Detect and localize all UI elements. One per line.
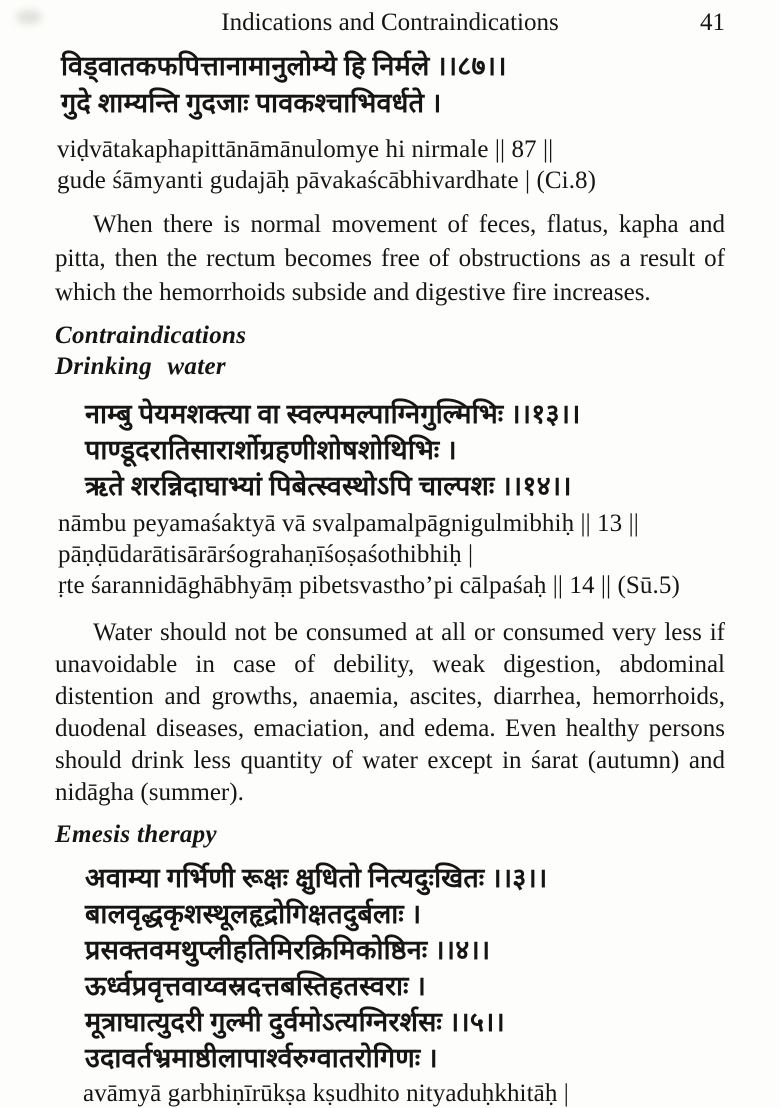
heading-emesis-therapy: Emesis therapy xyxy=(55,821,217,848)
transliteration-line: avāmyā garbhiṇīrūkṣa kṣudhito nityaduḥkhitāḥ | xyxy=(83,1080,569,1107)
transliteration-line: gude śāmyanti gudajāḥ pāvakaścābhivardhate | (Ci.8) xyxy=(57,167,597,194)
transliteration-block-drinking-water xyxy=(58,508,725,601)
transliteration-block-emesis xyxy=(83,1078,725,1108)
sanskrit-verse-line: नाम्बु पेयमशक्त्या वा स्वल्पमल्पाग्निगुल्मिभिः ।।१३।। xyxy=(85,399,581,429)
transliteration-line: pāṇḍūdarātisārārśograhaṇīśoṣaśothibhiḥ | xyxy=(58,541,474,568)
sanskrit-verse-line: उदावर्तभ्रमाष्ठीलापार्श्वरुग्वातरोगिणः । xyxy=(85,1043,438,1073)
page-number: 41 xyxy=(700,9,725,36)
translation-paragraph-drinking-water: Water should not be consumed at all or consumed very less if unavoidable in case of debility, weak digestion, abdominal distention and growths, anaemia, ascites, diarrhea, hemorrhoids, duodenal diseases, emaciation, and edema. Even healthy persons should drink less quantity of water except in śarat (autumn) and nidāgha (summer). xyxy=(55,619,725,806)
sanskrit-verse-line: ऊर्ध्वप्रवृत्तवाय्वस्रदत्तबस्तिहतस्वराः । xyxy=(85,971,427,1001)
heading-contraindications: Contraindications xyxy=(55,322,247,349)
section-headings xyxy=(55,320,725,382)
sanskrit-verse-line: गुदे शाम्यन्ति गुदजाः पावकश्चाभिवर्धते । xyxy=(61,88,442,118)
transliteration-block-intro xyxy=(57,134,725,196)
sanskrit-verse-line: मूत्राघात्युदरी गुल्मी दुर्वमोऽत्यग्निरर्शसः ।।५।। xyxy=(85,1007,505,1037)
sanskrit-verse-line: ऋते शरन्निदाघाभ्यां पिबेत्स्वस्थोऽपि चाल्पशः ।।१४।। xyxy=(85,471,572,501)
sanskrit-verse-line: पाण्डूदरातिसारार्शोग्रहणीशोषशोथिभिः । xyxy=(85,435,457,465)
page-title: Indications and Contraindications xyxy=(221,9,559,36)
sanskrit-verse-line: विड्वातकफपित्तानामानुलोम्ये हि निर्मले ।।८७।। xyxy=(61,51,507,81)
scan-artifact xyxy=(16,10,42,24)
page-header xyxy=(55,8,725,38)
sanskrit-verse-block-drinking-water xyxy=(85,396,725,504)
transliteration-line: nāmbu peyamaśaktyā vā svalpamalpāgnigulmibhiḥ || 13 || xyxy=(58,510,639,537)
transliteration-line: viḍvātakaphapittānāmānulomye hi nirmale || 87 || xyxy=(57,136,554,163)
sanskrit-verse-block-intro xyxy=(61,48,725,122)
sanskrit-verse-block-emesis xyxy=(85,860,725,1076)
sanskrit-verse-line: बालवृद्धकृशस्थूलहृद्रोगिक्षतदुर्बलाः । xyxy=(85,899,422,929)
transliteration-line: ṛte śarannidāghābhyāṃ pibetsvastho’pi cālpaśaḥ || 14 || (Sū.5) xyxy=(58,572,680,599)
heading-drinking-water: Drinking water xyxy=(55,353,226,380)
translation-paragraph-intro: When there is normal movement of feces, flatus, kapha and pitta, then the rectum becomes free of obstructions as a result of which the hemorrhoids subside and digestive fire increases. xyxy=(55,211,725,306)
sanskrit-verse-line: अवाम्या गर्भिणी रूक्षः क्षुधितो नित्यदुःखितः ।।३।। xyxy=(85,863,548,893)
sanskrit-verse-line: प्रसक्तवमथुप्लीहतिमिरक्रिमिकोष्ठिनः ।।४।। xyxy=(85,935,491,965)
